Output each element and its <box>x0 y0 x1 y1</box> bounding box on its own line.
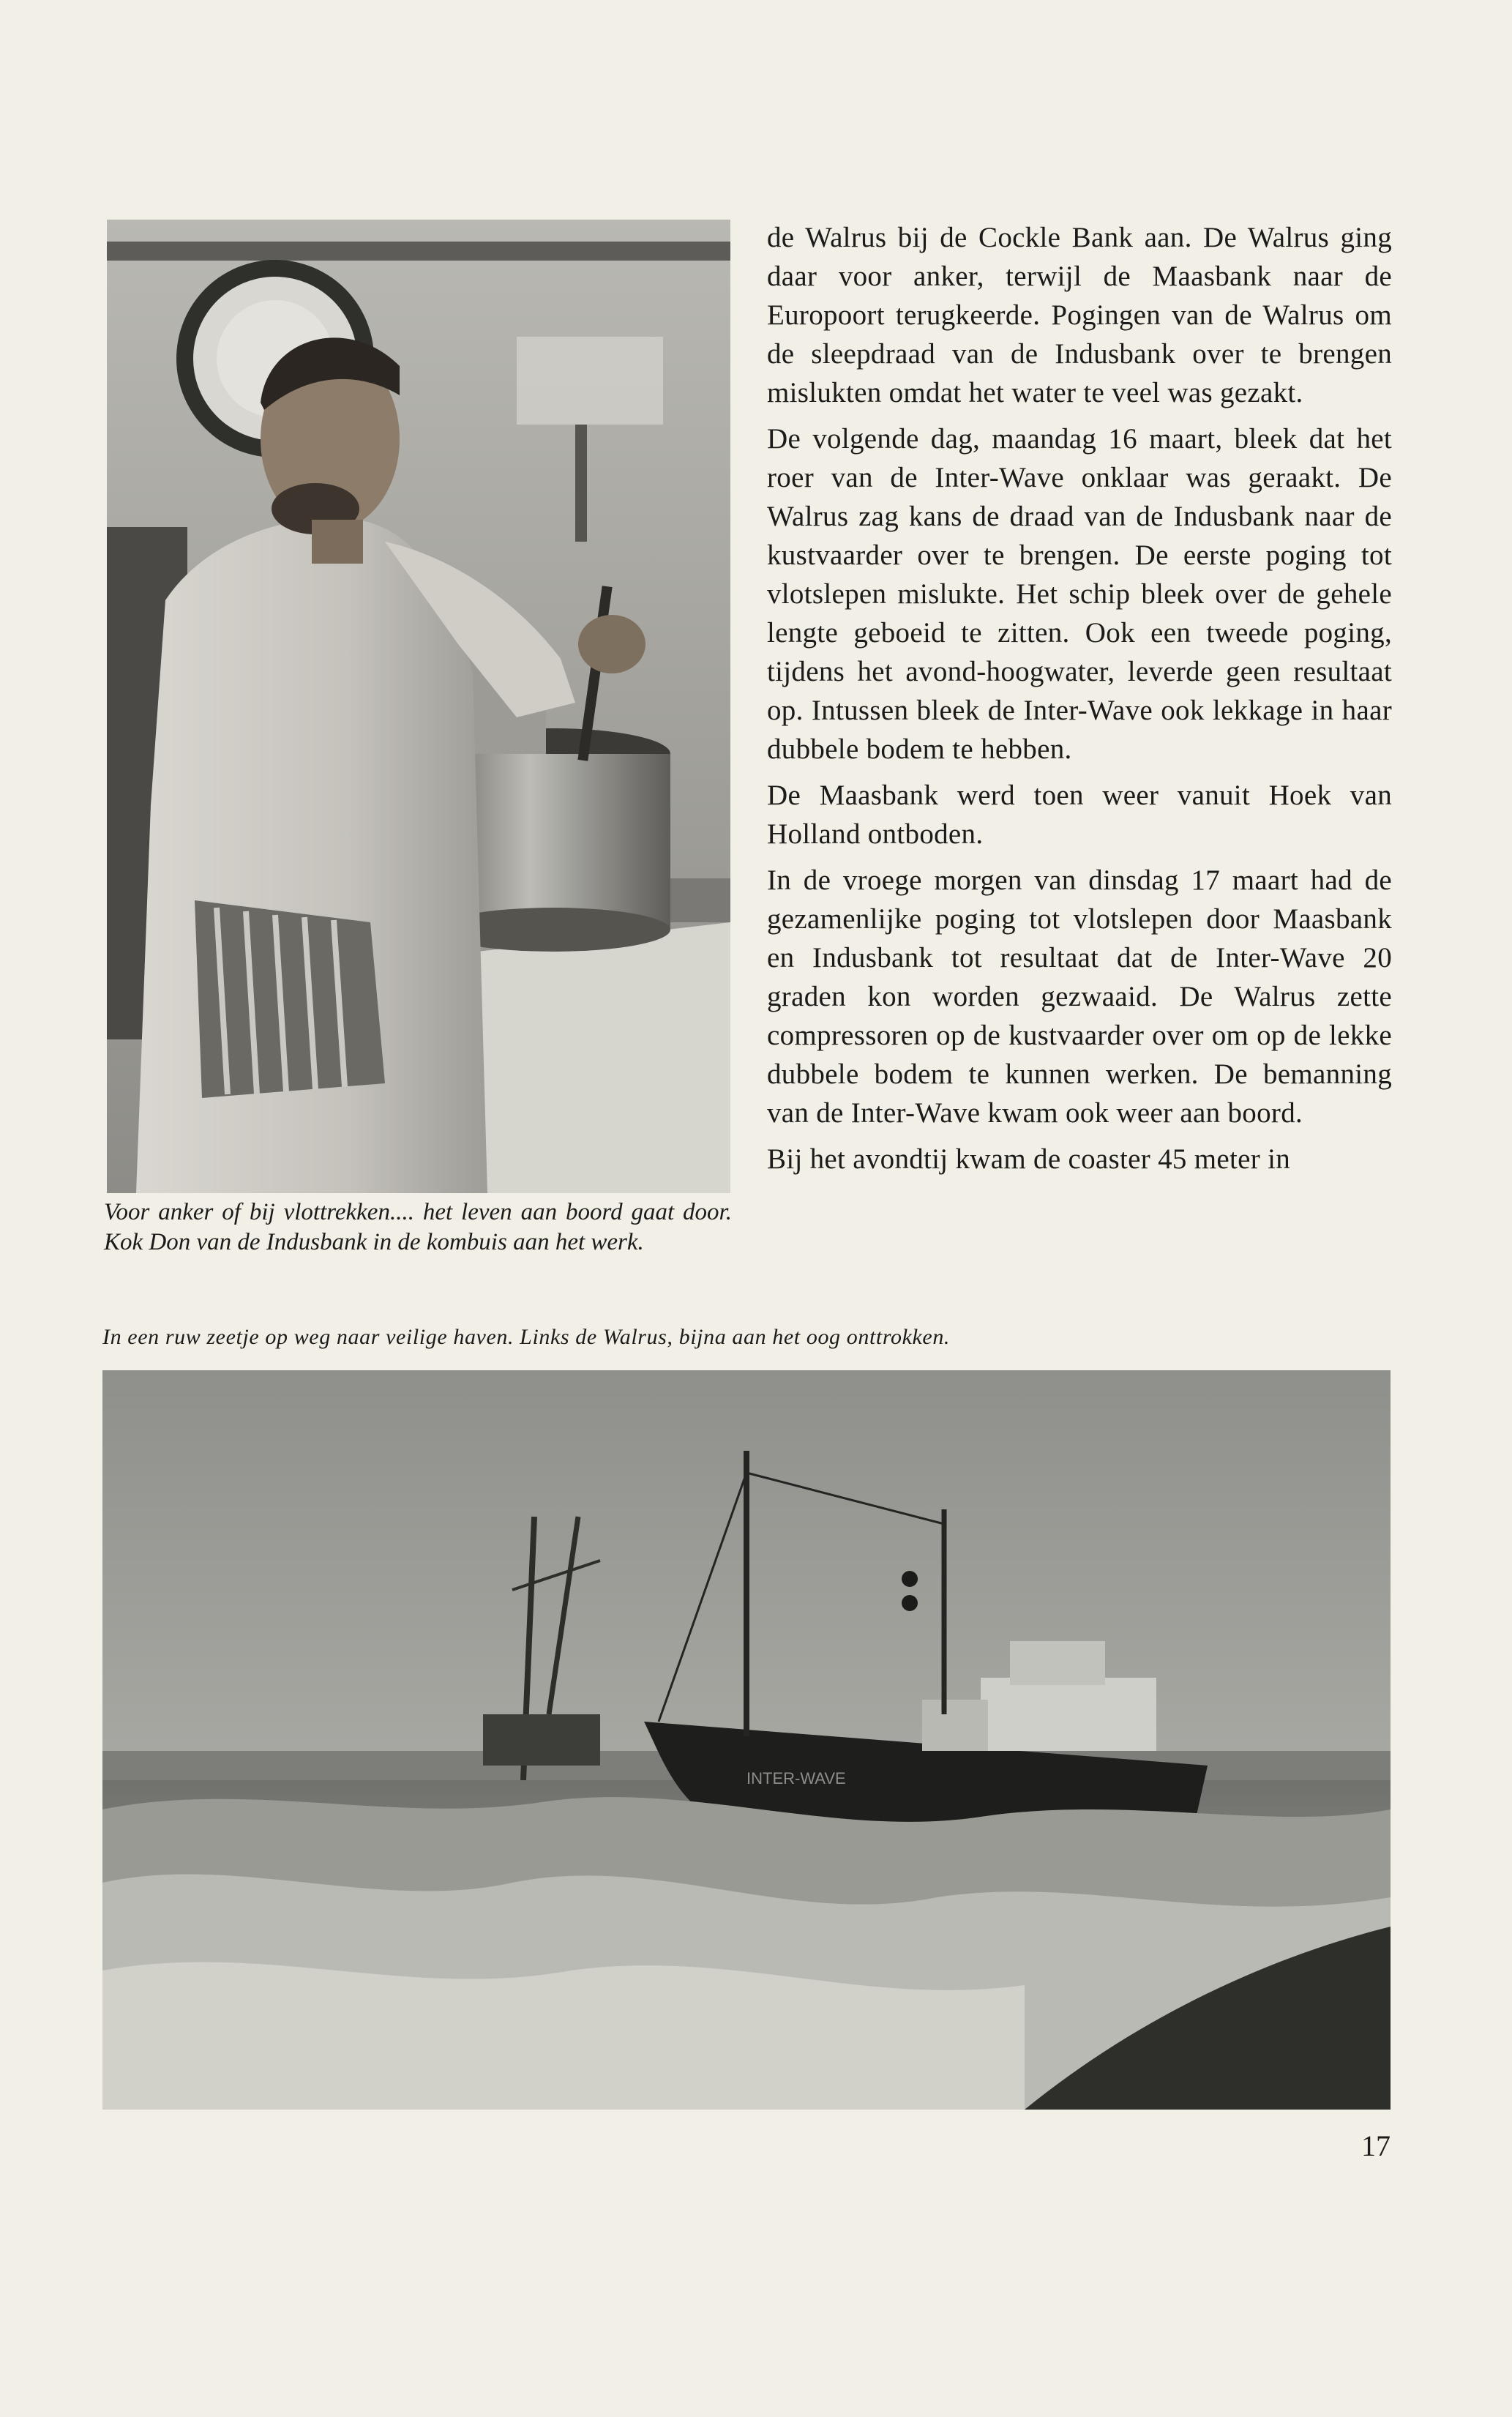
paragraph-1: de Walrus bij de Cockle Bank aan. De Walrus ging daar voor anker, terwijl de Maasbank naar de Europoort terugkeerde. Pogingen van de Walrus om de sleepdraad van de Indusbank over te brengen mislukten omdat het water te veel was gezakt. <box>767 222 1392 408</box>
hull-lettering: INTER-WAVE <box>746 1769 846 1787</box>
paragraph-3: De Maasbank werd toen weer vanuit Hoek van Holland ontboden. <box>767 780 1392 850</box>
article-body <box>767 218 1392 1186</box>
cook-caption-text: Voor anker of bij vlottrekken.... het leven aan boord gaat door. Kok Don van de Indusbank in de kombuis aan het werk. <box>104 1199 732 1255</box>
paragraph-2: De volgende dag, maandag 16 maart, bleek dat het roer van de Inter-Wave onklaar was geraakt. De Walrus zag kans de draad van de Indusbank naar de kustvaarder over te brengen. De eerste poging tot vlotslepen mislukte. Het schip bleek over de gehele lengte geboeid te zitten. Ook een tweede poging, tijdens het avond-hoogwater, leverde geen resultaat op. Intussen bleek de Inter-Wave ook lekkage in haar dubbele bodem te hebben. <box>767 423 1392 765</box>
page-number: 17 <box>1361 2129 1391 2162</box>
cook-photo <box>107 220 730 1193</box>
ship-photo-caption: In een ruw zeetje op weg naar veilige haven. Links de Walrus, bijna aan het oog onttrokken. <box>102 1325 951 1349</box>
paragraph-5: Bij het avondtij kwam de coaster 45 meter in <box>767 1143 1291 1175</box>
ship-photo <box>102 1370 1391 2110</box>
paragraph-4: In de vroege morgen van dinsdag 17 maart had de gezamenlijke poging tot vlotslepen door Maasbank en Indusbank tot resultaat dat de Inter-Wave 20 graden kon worden gezwaaid. De Walrus zette compressoren op de kustvaarder over om op de lekke dubbele bodem te kunnen werken. De bemanning van de Inter-Wave kwam ook weer aan boord. <box>767 864 1392 1129</box>
cook-photo-caption <box>104 1198 732 1258</box>
